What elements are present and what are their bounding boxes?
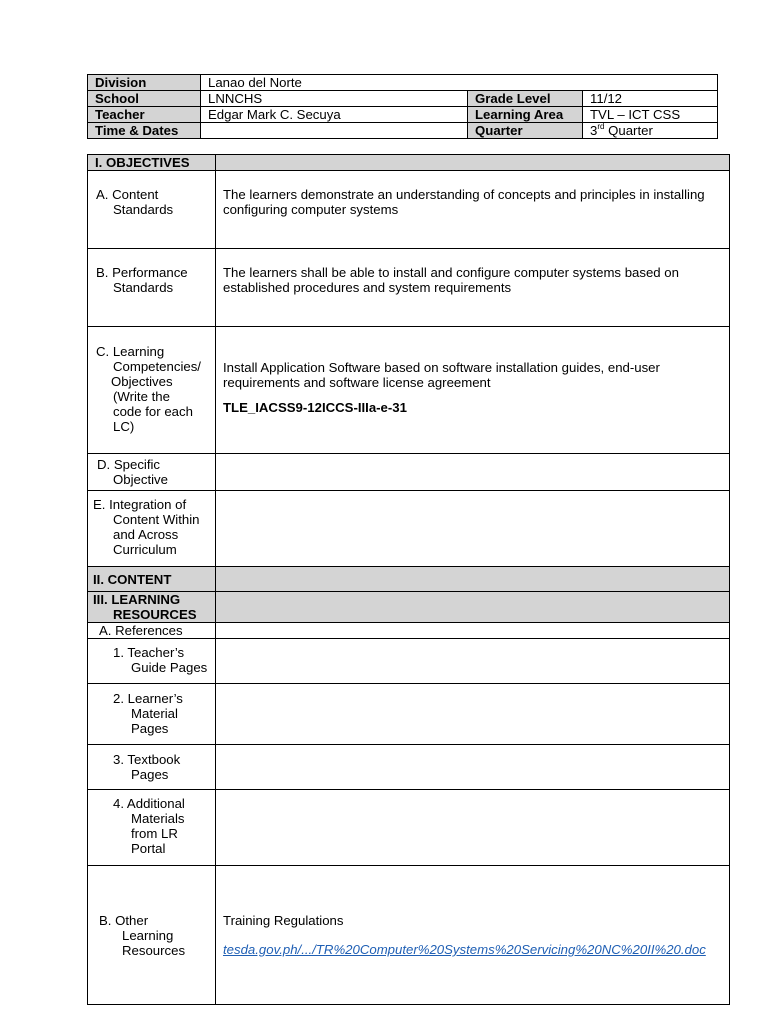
additional-materials-row: [88, 790, 730, 866]
learning-area-value: TVL – ICT CSS: [583, 107, 718, 123]
learning-competencies-cell: [216, 327, 730, 454]
grade-level-value: 11/12: [583, 91, 718, 107]
references-value: [216, 623, 730, 639]
competencies-label-line-6: LC): [113, 419, 135, 434]
textbook-label-line-1: 3. Textbook: [113, 752, 181, 767]
references-label: A. References: [88, 623, 216, 639]
training-regulations-text: Training Regulations: [223, 913, 344, 928]
division-label: Division: [88, 75, 201, 91]
additional-materials-label-line-4: Portal: [131, 841, 166, 856]
time-dates-value: [201, 123, 468, 139]
other-resources-label: [88, 866, 216, 1005]
teacher-label: Teacher: [88, 107, 201, 123]
content-heading-blank: [216, 567, 730, 592]
objectives-heading-blank: [216, 155, 730, 171]
integration-label-line-3: and Across: [113, 527, 179, 542]
specific-objective-row: [88, 454, 730, 491]
performance-standards-label: [88, 249, 216, 327]
integration-label-line-1: E. Integration of: [93, 497, 187, 512]
competencies-label-line-5: code for each: [113, 404, 193, 419]
teachers-guide-row: [88, 639, 730, 684]
additional-materials-label: [88, 790, 216, 866]
teachers-guide-label-line-1: 1. Teacher’s: [113, 645, 185, 660]
learning-resources-heading-line-1: III. LEARNING: [93, 592, 181, 607]
quarter-word: Quarter: [604, 123, 653, 138]
competency-code: TLE_IACSS9-12ICCS-IIIa-e-31: [223, 400, 407, 415]
school-row: [88, 91, 718, 107]
competencies-label-line-3: Objectives: [111, 374, 173, 389]
competencies-label-line-4: (Write the: [113, 389, 170, 404]
lesson-plan-table: [87, 154, 730, 1005]
integration-value: [216, 491, 730, 567]
learners-material-row: [88, 684, 730, 745]
content-standards-label-line-1: A. Content: [96, 187, 159, 202]
specific-objective-label-line-1: D. Specific: [97, 457, 161, 472]
content-heading: II. CONTENT: [88, 567, 216, 592]
content-standards-label-line-2: Standards: [113, 202, 174, 217]
specific-objective-label: [88, 454, 216, 491]
tesda-link[interactable]: tesda.gov.ph/.../TR%20Computer%20Systems%20Servicing%20NC%20II%20.doc: [223, 942, 706, 957]
integration-label: [88, 491, 216, 567]
integration-label-line-2: Content Within: [113, 512, 200, 527]
objectives-heading: I. OBJECTIVES: [88, 155, 216, 171]
learners-material-label-line-1: 2. Learner’s: [113, 691, 183, 706]
learning-resources-heading-row: [88, 592, 730, 623]
additional-materials-label-line-1: 4. Additional: [113, 796, 185, 811]
teachers-guide-value: [216, 639, 730, 684]
quarter-number: 3: [590, 123, 598, 138]
teachers-guide-label-line-2: Guide Pages: [131, 660, 208, 675]
content-standards-text: The learners demonstrate an understanding of concepts and principles in installing configuring computer systems: [216, 171, 730, 249]
competencies-label-line-1: C. Learning: [96, 344, 165, 359]
learners-material-label: [88, 684, 216, 745]
integration-label-line-4: Curriculum: [113, 542, 177, 557]
learning-resources-heading-line-2: RESOURCES: [113, 607, 197, 622]
school-value: LNNCHS: [201, 91, 468, 107]
performance-standards-label-line-1: B. Performance: [96, 265, 188, 280]
other-resources-label-line-2: Learning: [122, 927, 174, 943]
division-row: [88, 75, 718, 91]
header-info-table: [87, 74, 718, 139]
textbook-label: [88, 745, 216, 790]
learners-material-label-line-3: Pages: [131, 721, 169, 736]
references-row: [88, 623, 730, 639]
quarter-value: [583, 123, 718, 139]
time-row: [88, 123, 718, 139]
other-resources-cell: [216, 866, 730, 1005]
content-standards-label: [88, 171, 216, 249]
additional-materials-label-line-2: Materials: [131, 811, 185, 826]
learners-material-value: [216, 684, 730, 745]
textbook-row: [88, 745, 730, 790]
teachers-guide-label: [88, 639, 216, 684]
specific-objective-value: [216, 454, 730, 491]
specific-objective-label-line-2: Objective: [113, 472, 168, 487]
additional-materials-label-line-3: from LR: [131, 826, 178, 841]
time-dates-label: Time & Dates: [88, 123, 201, 139]
textbook-label-line-2: Pages: [131, 767, 169, 782]
quarter-ordinal: rd: [597, 121, 605, 131]
teacher-row: [88, 107, 718, 123]
performance-standards-text: The learners shall be able to install and configure computer systems based on established procedures and system requirements: [216, 249, 730, 327]
other-resources-label-line-3: Resources: [122, 942, 186, 958]
division-value: Lanao del Norte: [201, 75, 718, 91]
performance-standards-label-line-2: Standards: [113, 280, 174, 295]
teacher-value: Edgar Mark C. Secuya: [201, 107, 468, 123]
additional-materials-value: [216, 790, 730, 866]
objectives-heading-row: [88, 155, 730, 171]
content-standards-row: [88, 171, 730, 249]
content-heading-row: [88, 567, 730, 592]
integration-row: [88, 491, 730, 567]
performance-standards-row: [88, 249, 730, 327]
textbook-value: [216, 745, 730, 790]
learning-competencies-row: [88, 327, 730, 454]
learning-area-label: Learning Area: [468, 107, 583, 123]
learning-resources-heading: [88, 592, 216, 623]
other-resources-label-line-1: B. Other: [99, 912, 149, 928]
quarter-label: Quarter: [468, 123, 583, 139]
competencies-text: Install Application Software based on software installation guides, end-user requirements and software license agreement: [223, 360, 660, 390]
learners-material-label-line-2: Material: [131, 706, 178, 721]
learning-resources-heading-blank: [216, 592, 730, 623]
competencies-label-line-2: Competencies/: [113, 359, 201, 374]
grade-level-label: Grade Level: [468, 91, 583, 107]
school-label: School: [88, 91, 201, 107]
other-resources-row: [88, 866, 730, 1005]
learning-competencies-label: [88, 327, 216, 454]
